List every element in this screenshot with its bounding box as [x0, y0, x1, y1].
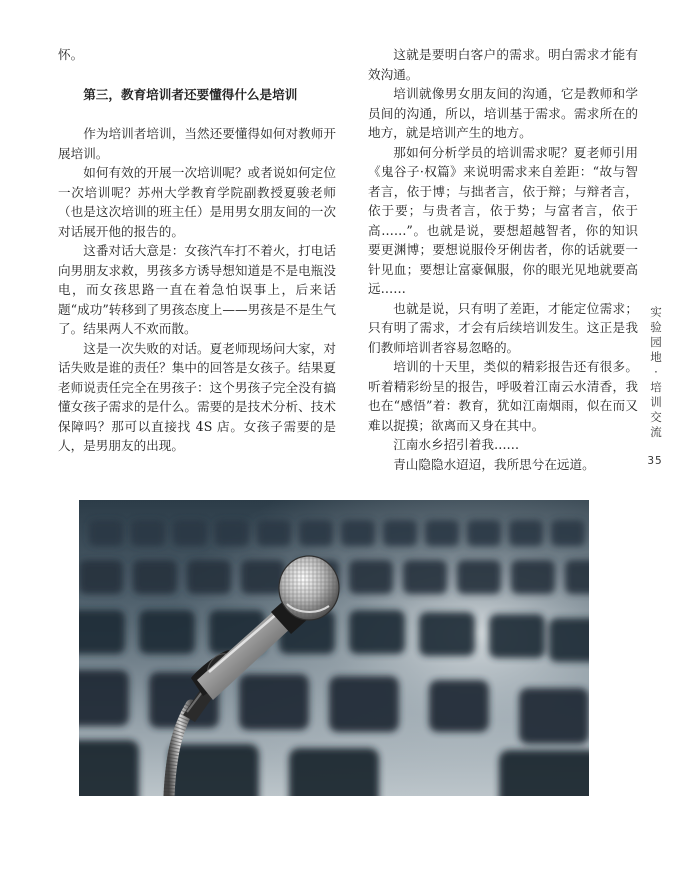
paragraph: 这是一次失败的对话。夏老师现场问大家，对话失败是谁的责任？集中的回答是女孩子。结果夏老师说责任完全在男孩子：这个男孩子完全没有搞懂女孩子需求的是什么。需要的是技术分析、技术保障吗？那可以直接找 4S 店。女孩子需要的是人，是男朋友的出现。	[58, 340, 336, 453]
microphone-auditorium-photo	[79, 500, 589, 796]
side-label-dot: ·	[654, 365, 658, 379]
side-label-part1: 实验园地	[650, 305, 662, 364]
left-text-column	[58, 45, 336, 456]
section-heading: 第三，教育培训者还要懂得什么是培训	[83, 86, 298, 102]
page-number: 35	[647, 455, 663, 467]
paragraph: 那如何分析学员的培训需求呢？夏老师引用《鬼谷子·权篇》来说明需求来自差距：“故与智者言，依于博；与拙者言，依于辩；与辩者言，依于要；与贵者言，依于势；与富者言，依于高……”。也就是说，要想超越智者，你的知识要更渊博；要想说服伶牙俐齿者，你的话就要一针见血；要想让富豪佩服，你的眼光见地就要高远……	[368, 144, 638, 296]
paragraph: 作为培训者培训，当然还要懂得如何对教师开展培训。	[58, 126, 336, 161]
paragraph: 这就是要明白客户的需求。明白需求才能有效沟通。	[368, 47, 638, 82]
paragraph: 培训就像男女朋友间的沟通，它是教师和学员间的沟通，所以，培训基于需求。需求所在的地方，就是培训产生的地方。	[368, 86, 638, 140]
section-side-label	[647, 305, 665, 440]
paragraph: 培训的十天里，类似的精彩报告还有很多。听着精彩纷呈的报告，呼吸着江南云水清香，我也在“感悟”着：教育，犹如江南烟雨，似在而又难以捉摸；欲离而又身在其中。	[368, 359, 638, 433]
paragraph: 青山隐隐水迢迢，我所思兮在远道。	[393, 456, 595, 472]
paragraph: 江南水乡招引着我……	[393, 437, 520, 452]
paragraph: 也就是说，只有明了差距，才能定位需求；只有明了需求，才会有后续培训发生。这正是我们教师培训者容易忽略的。	[368, 300, 638, 355]
continued-paragraph: 怀。	[58, 47, 84, 62]
photo-illustration	[79, 500, 589, 796]
right-text-column	[368, 45, 638, 474]
paragraph: 如何有效的开展一次培训呢？或者说如何定位一次培训呢？苏州大学教育学院副教授夏骏老师（也是这次培训的班主任）是用男女朋友间的一次对话展开他的报告的。	[58, 165, 336, 239]
side-label-part2: 培训交流	[650, 380, 662, 439]
paragraph: 这番对话大意是：女孩汽车打不着火，打电话向男朋友求救，男孩多方诱导想知道是不是电瓶没电，而女孩思路一直在着急怕误事上，后来话题“成功”转移到了男孩态度上——男孩是不是生气了。结果两人不欢而散。	[58, 243, 336, 336]
